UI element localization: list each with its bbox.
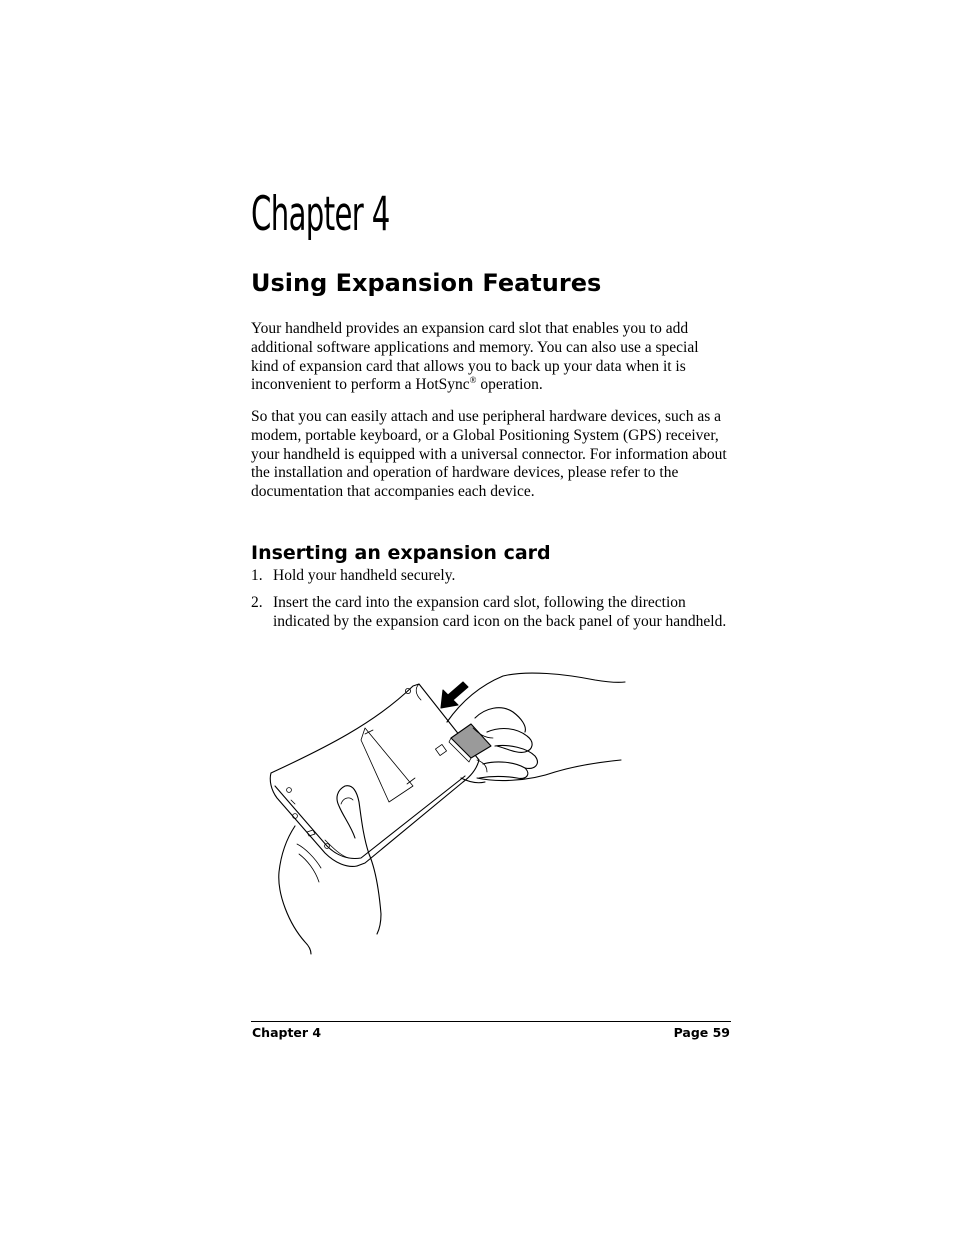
step-item: [251, 567, 729, 586]
step-text: Hold your handheld securely.: [273, 567, 456, 584]
handheld-device: [270, 684, 479, 866]
step-item: [251, 594, 729, 632]
connector-paragraph: So that you can easily attach and use peripheral hardware devices, such as a modem, portable keyboard, or a Global Positioning System (GPS) receiver, your handheld is equipped with a universal connector. For information about the installation and operation of hardware devices, please refer to the documentation that accompanies each device.: [251, 408, 727, 501]
left-hand: [279, 786, 381, 954]
direction-arrow: [441, 682, 468, 708]
intro-text-end: operation.: [476, 376, 543, 394]
chapter-title: Chapter 4: [251, 187, 390, 242]
intro-text-start: Your handheld provides an expansion card slot that enables you to add additional software applications and memory. You can also use a special kind of expansion card that allows you to back up your data when it is inconvenient to perform a HotSync: [251, 320, 699, 394]
footer-page-number: Page 59: [673, 1025, 730, 1040]
step-number: 1.: [251, 567, 263, 584]
registered-mark: ®: [469, 375, 477, 386]
footer-rule: [251, 1021, 731, 1022]
footer-chapter-label: Chapter 4: [252, 1025, 322, 1040]
expansion-card-illustration: [265, 668, 630, 958]
section-title: Using Expansion Features: [251, 269, 602, 297]
steps-list: [251, 567, 729, 639]
step-number: 2.: [251, 593, 263, 611]
subsection-title: Inserting an expansion card: [251, 542, 551, 564]
intro-paragraph: [251, 320, 729, 395]
step-text: Insert the card into the expansion card slot, following the direction indicated by the expansion card icon on the back panel of your handheld.: [273, 593, 727, 630]
